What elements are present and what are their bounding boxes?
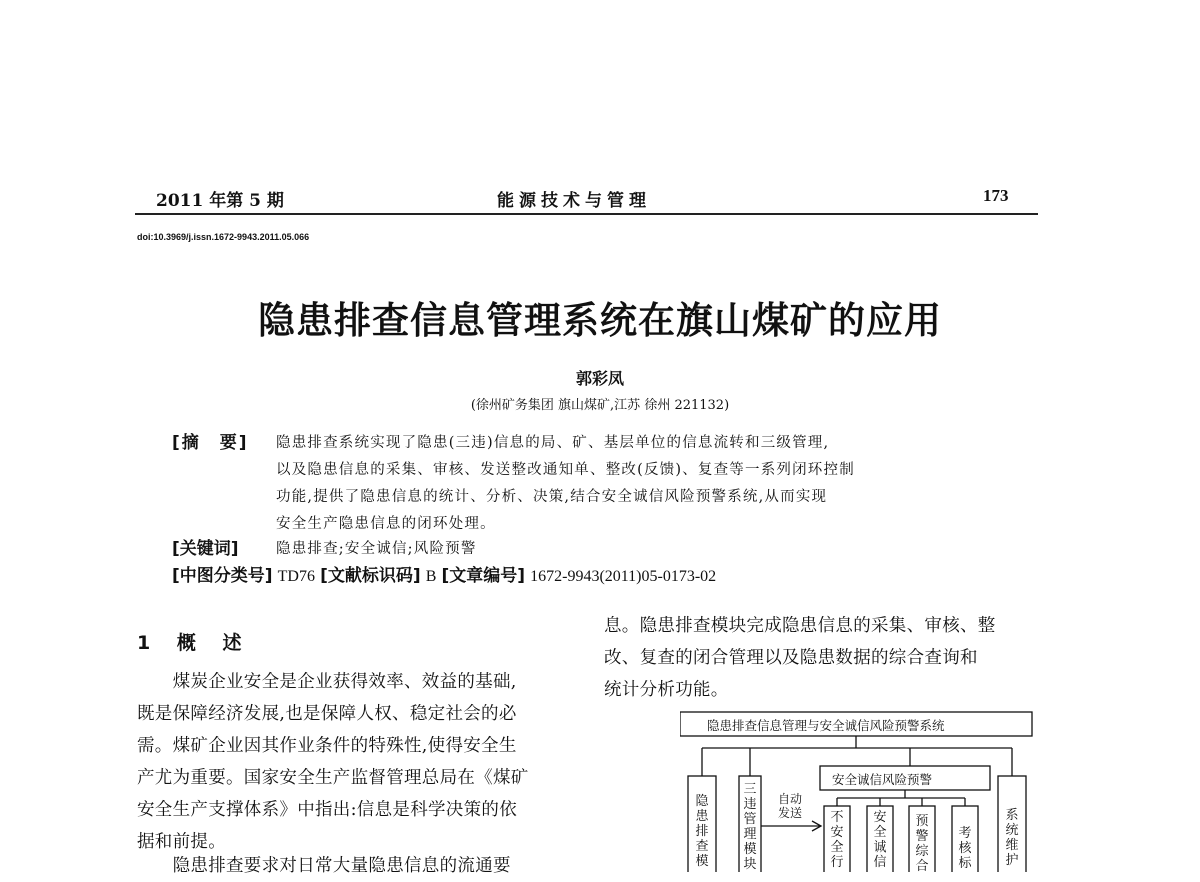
keywords-label: [关键词]	[172, 539, 239, 559]
diagram-col-integrity: 安全诚信	[873, 810, 887, 870]
clc-label: [中图分类号]	[172, 566, 273, 586]
diagram-sub-box-label: 安全诚信风险预警	[832, 772, 933, 787]
clc-value: TD76	[277, 568, 315, 585]
abstract-label: [摘 要]	[172, 433, 249, 453]
keywords-text: 隐患排查;安全诚信;风险预警	[276, 541, 477, 557]
abstract-line: 隐患排查系统实现了隐患(三违)信息的局、矿、基层单位的信息流转和三级管理,	[276, 435, 830, 451]
paragraph-line: 统计分析功能。	[604, 680, 729, 700]
diagram-lines	[680, 710, 1035, 872]
paragraph-line: 安全生产支撑体系》中指出:信息是科学决策的依	[137, 800, 517, 820]
affiliation: (徐州矿务集团 旗山煤矿,江苏 徐州 221132)	[470, 398, 730, 413]
diagram-col-hazard: 隐患排查模	[695, 794, 709, 869]
diagram-col-warning: 预警综合	[915, 814, 929, 874]
abstract-line: 以及隐患信息的采集、审核、发送整改通知单、整改(反馈)、复查等一系列闭环控制	[276, 462, 855, 478]
header-rule	[135, 213, 1038, 215]
diagram-top-box-label: 隐患排查信息管理与安全诚信风险预警系统	[707, 718, 945, 733]
paper-title: 隐患排查信息管理系统在旗山煤矿的应用	[258, 298, 942, 342]
diagram-col-assessment: 考核标	[958, 826, 972, 871]
paragraph-line: 既是保障经济发展,也是保障人权、稳定社会的必	[137, 704, 517, 724]
diagram-col-maintenance: 系统维护	[1005, 808, 1019, 868]
section-heading: 1 概 述	[137, 632, 252, 654]
abstract-line: 功能,提供了隐患信息的统计、分析、决策,结合安全诚信风险预警系统,从而实现	[276, 489, 828, 505]
abstract-line: 安全生产隐患信息的闭环处理。	[276, 516, 496, 532]
diagram-col-violation: 三违管理模块	[743, 782, 757, 872]
doc-code-label: [文献标识码]	[320, 566, 421, 586]
system-diagram	[680, 710, 1035, 872]
paragraph-line: 据和前提。	[137, 832, 226, 852]
auto-send-label: 自动 发送	[778, 792, 803, 820]
paragraph-line: 息。隐患排查模块完成隐患信息的采集、审核、整	[604, 616, 996, 636]
issue-label: 2011 年第 5 期	[156, 191, 284, 211]
paragraph-line: 煤炭企业安全是企业获得效率、效益的基础,	[137, 672, 517, 692]
journal-name: 能源技术与管理	[497, 191, 651, 211]
diagram-col-unsafe: 不安全行	[830, 810, 844, 870]
article-number-label: [文章编号]	[441, 566, 526, 586]
paragraph-line: 改、复查的闭合管理以及隐患数据的综合查询和	[604, 648, 978, 668]
paragraph-line: 隐患排查要求对日常大量隐患信息的流通要	[137, 856, 511, 876]
classification-line	[172, 561, 716, 586]
author: 郭彩凤	[575, 369, 624, 388]
article-number-value: 1672-9943(2011)05-0173-02	[530, 568, 717, 585]
doc-code-value: B	[425, 568, 437, 585]
doi: doi:10.3969/j.issn.1672-9943.2011.05.066	[137, 232, 310, 242]
page-number: 173	[983, 186, 1009, 205]
paragraph-line: 需。煤矿企业因其作业条件的特殊性,使得安全生	[137, 736, 517, 756]
paragraph-line: 产尤为重要。国家安全生产监督管理总局在《煤矿	[137, 768, 529, 788]
